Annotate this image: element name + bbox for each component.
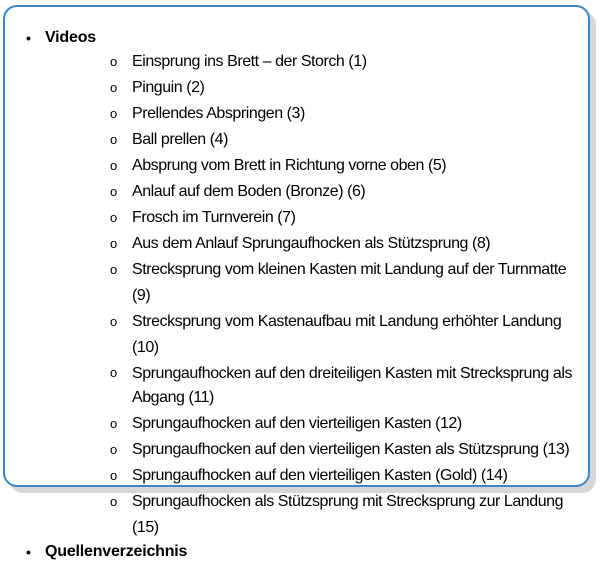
section-quellenverzeichnis: [5, 541, 588, 563]
list-item-video-7[interactable]: o Frosch im Turnverein (7): [45, 205, 588, 231]
circle-bullet-icon: o: [110, 468, 117, 483]
videos-list: [45, 49, 588, 541]
list-item-video-14[interactable]: o Sprungaufhocken auf den vierteiligen Kasten (Gold) (14): [45, 463, 588, 489]
list-item-video-9[interactable]: o Strecksprung vom kleinen Kasten mit Landung auf der Turnmatte (9): [45, 257, 588, 309]
list-item-video-3[interactable]: o Prellendes Abspringen (3): [45, 101, 588, 127]
bullet-icon: •: [26, 30, 31, 46]
list-item-video-13[interactable]: o Sprungaufhocken auf den vierteiligen Kasten als Stützsprung (13): [45, 437, 588, 463]
list-item-video-4[interactable]: o Ball prellen (4): [45, 127, 588, 153]
circle-bullet-icon: o: [110, 210, 117, 225]
bullet-icon: •: [26, 544, 31, 560]
list-item-video-11[interactable]: o Sprungaufhocken auf den dreiteiligen Kasten mit Strecksprung als Abgang (11): [45, 361, 588, 411]
list-item-video-10[interactable]: o Strecksprung vom Kastenaufbau mit Landung erhöhter Landung (10): [45, 309, 588, 361]
circle-bullet-icon: o: [110, 262, 117, 277]
list-item-video-8[interactable]: o Aus dem Anlauf Sprungaufhocken als Stützsprung (8): [45, 231, 588, 257]
circle-bullet-icon: o: [110, 416, 117, 431]
section-quellenverzeichnis-label: Quellenverzeichnis: [45, 543, 188, 560]
circle-bullet-icon: o: [110, 80, 117, 95]
circle-bullet-icon: o: [110, 54, 117, 69]
section-videos: [5, 27, 588, 541]
list-item-video-2[interactable]: o Pinguin (2): [45, 75, 588, 101]
circle-bullet-icon: o: [110, 132, 117, 147]
circle-bullet-icon: o: [110, 158, 117, 173]
list-item-video-1[interactable]: o Einsprung ins Brett – der Storch (1): [45, 49, 588, 75]
list-item-video-6[interactable]: o Anlauf auf dem Boden (Bronze) (6): [45, 179, 588, 205]
outline-list: [5, 27, 588, 563]
section-videos-label: Videos: [45, 29, 96, 46]
list-item-video-5[interactable]: o Absprung vom Brett in Richtung vorne oben (5): [45, 153, 588, 179]
list-item-video-15[interactable]: o Sprungaufhocken als Stützsprung mit Strecksprung zur Landung (15): [45, 489, 588, 541]
content-frame: [3, 5, 590, 560]
circle-bullet-icon: o: [110, 365, 117, 380]
circle-bullet-icon: o: [110, 184, 117, 199]
circle-bullet-icon: o: [110, 106, 117, 121]
list-item-video-12[interactable]: o Sprungaufhocken auf den vierteiligen Kasten (12): [45, 411, 588, 437]
circle-bullet-icon: o: [110, 494, 117, 509]
circle-bullet-icon: o: [110, 314, 117, 329]
circle-bullet-icon: o: [110, 442, 117, 457]
circle-bullet-icon: o: [110, 236, 117, 251]
